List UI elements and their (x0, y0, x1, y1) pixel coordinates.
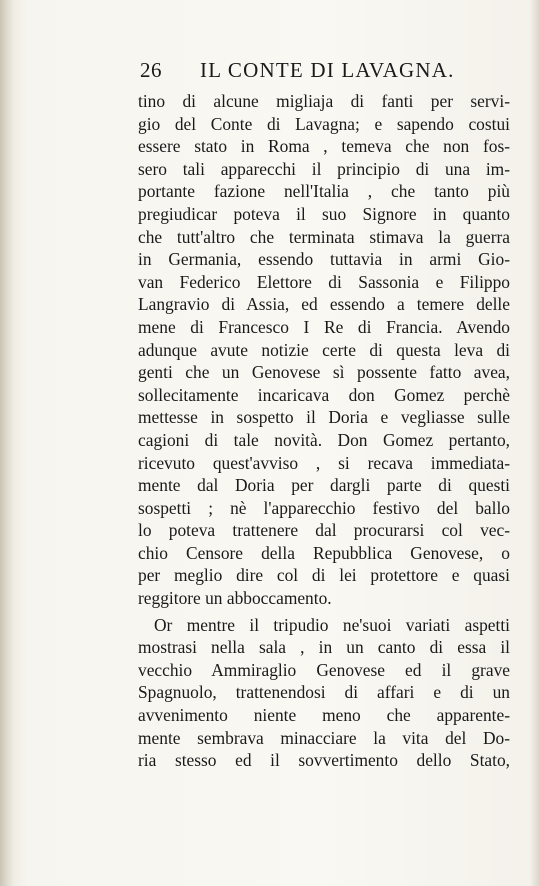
text-line: cagioni di tale novità. Don Gomez pertanto, (138, 429, 510, 450)
text-line: reggitore un abboccamento. (138, 588, 332, 609)
text-line: genti che un Genovese sì possente fatto avea, (138, 362, 510, 383)
text-line: mettesse in sospetto il Doria e vegliasse sulle (138, 407, 510, 428)
paragraph-2 (138, 614, 510, 772)
text-line: mene di Francesco I Re di Francia. Avendo (138, 316, 510, 337)
text-line: tino di alcune migliaja di fanti per servi- (138, 91, 510, 111)
text-line: mostrasi nella sala , in un canto di essa il (138, 637, 510, 658)
text-line: Or mentre il tripudio ne'suoi variati aspetti (154, 614, 510, 635)
text-line: Spagnuolo, trattenendosi di affari e di un (138, 682, 510, 703)
text-line: sospetti ; nè l'apparecchio festivo del ballo (138, 497, 510, 518)
text-line: portante fazione nell'Italia , che tanto più (138, 181, 510, 202)
running-head (140, 58, 510, 88)
page-number: 26 (140, 58, 162, 82)
text-line: adunque avute notizie certe di questa leva di (138, 339, 510, 360)
paragraph-1 (138, 90, 510, 610)
page-edge-shadow (530, 0, 540, 886)
text-line: sollecitamente incaricava don Gomez perchè (138, 384, 510, 405)
running-title: IL CONTE DI LAVAGNA. (200, 58, 455, 82)
text-line: chio Censore della Repubblica Genovese, o (138, 542, 510, 563)
text-line: mente dal Doria per dargli parte di questi (138, 475, 510, 496)
text-line: pregiudicar poteva il suo Signore in quanto (138, 203, 510, 224)
text-line: ricevuto quest'avviso , si recava immediata- (138, 452, 510, 473)
text-line: sero tali apparecchi il principio di una im- (138, 158, 510, 179)
text-line: van Federico Elettore di Sassonia e Filippo (138, 271, 510, 292)
text-line: Langravio di Assia, ed essendo a temere delle (138, 294, 510, 315)
body-text (138, 90, 510, 772)
text-line: mente sembrava minacciare la vita del Do- (138, 727, 510, 748)
text-line: vecchio Ammiraglio Genovese ed il grave (138, 659, 510, 680)
page-binding-shadow (0, 0, 14, 886)
text-line: essere stato in Roma , temeva che non fos- (138, 136, 510, 157)
text-line: che tutt'altro che terminata stimava la guerra (138, 226, 510, 247)
text-line: avvenimento niente meno che apparente- (138, 705, 510, 726)
text-line: gio del Conte di Lavagna; e sapendo costui (138, 113, 510, 134)
text-line: in Germania, essendo tuttavia in armi Gio- (138, 249, 510, 270)
text-line: ria stesso ed il sovvertimento dello Stato, (138, 750, 510, 771)
text-line: per meglio dire col di lei protettore e quasi (138, 565, 510, 586)
text-line: lo poteva trattenere dal procurarsi col vec- (138, 520, 510, 541)
